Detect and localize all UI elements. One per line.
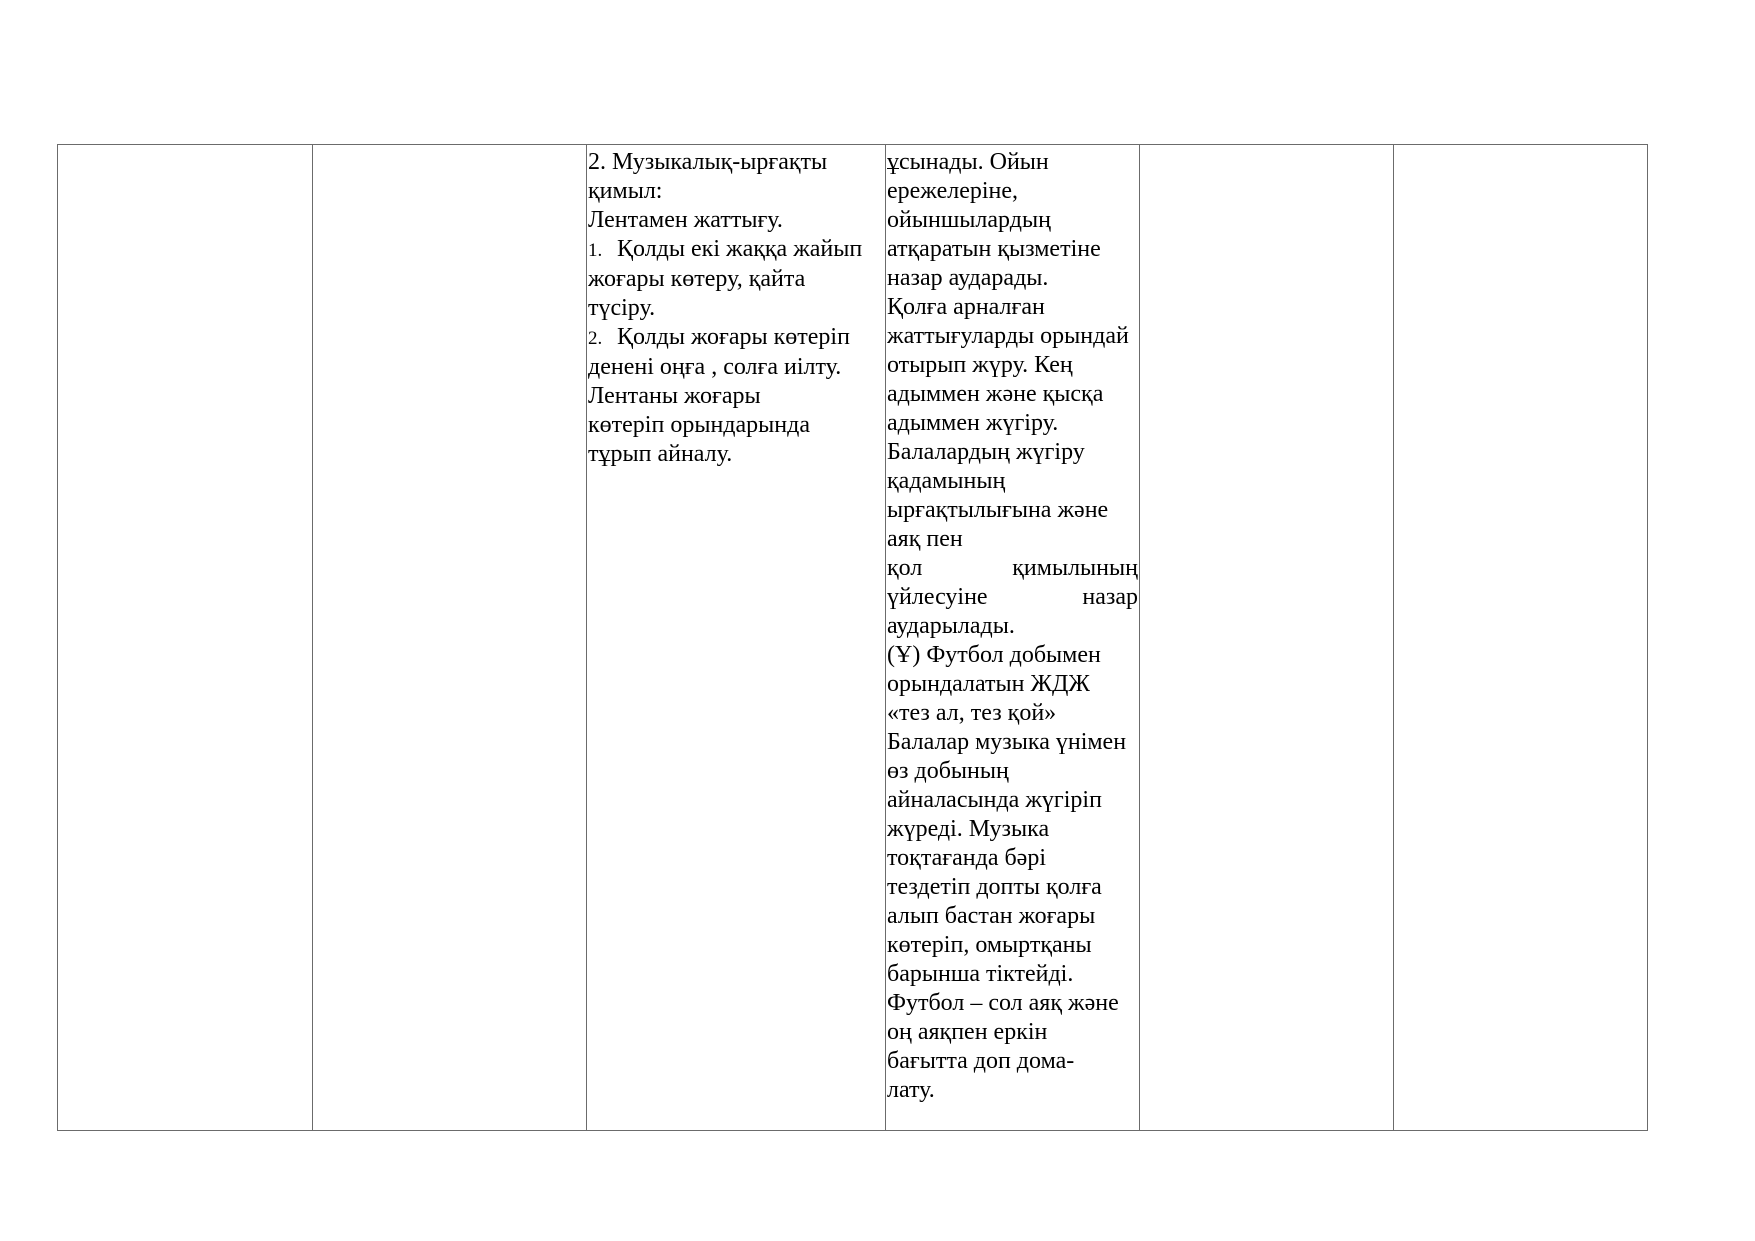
section-heading-cont: қимыл: (588, 178, 663, 204)
list-item-text: Қолды жоғары көтеріп (617, 324, 850, 350)
text-line: Қолға арналған (887, 294, 1045, 320)
text-line: тоқтағанда бәрі (887, 845, 1046, 871)
list-item (588, 323, 884, 353)
table-row (58, 145, 1648, 1131)
list-item (588, 235, 884, 265)
table-cell-empty-1 (58, 145, 313, 1131)
text-line: алып бастан жоғары (887, 903, 1096, 929)
list-item-text: денені оңға , солға иілту. (588, 354, 842, 380)
text-line: жүреді. Музыка (887, 816, 1050, 842)
table-cell-exercises (587, 145, 886, 1131)
table-cell-activity (886, 145, 1140, 1131)
text-line: аяқ пен (887, 526, 963, 552)
list-number: 1. (588, 240, 603, 261)
text-line: адыммен және қысқа (887, 381, 1104, 407)
text-line: атқаратын қызметіне (887, 236, 1101, 262)
text-line: отырып жүру. Кең (887, 352, 1073, 378)
section-heading: 2. Музыкалық-ырғақты (588, 149, 828, 175)
list-item-text: Қолды екі жаққа жайып (617, 236, 863, 262)
text-line: қадамының (887, 468, 1006, 494)
text-line: адыммен жүгіру. (887, 410, 1059, 436)
lesson-plan-table (57, 144, 1648, 1131)
text-line: ұсынады. Ойын (887, 149, 1049, 175)
text-line: көтеріп орындарында (588, 412, 810, 438)
text-line: барынша тіктейді. (887, 961, 1074, 987)
text-line: орындалатын ЖДЖ (887, 671, 1090, 697)
text-line: өз добының (887, 758, 1009, 784)
list-item-text: түсіру. (588, 295, 656, 321)
justified-text-line: қол қимылының (887, 555, 1138, 581)
text-line: тұрып айналу. (588, 441, 733, 467)
text-line: Балалардың жүгіру (887, 439, 1085, 465)
text-line: «тез ал, тез қой» (887, 700, 1057, 726)
text-line: назар аударады. (887, 265, 1049, 291)
exercises-text (587, 145, 885, 469)
text-line: айналасында жүгіріп (887, 787, 1102, 813)
text-line: ойыншылардың (887, 207, 1051, 233)
text-line: Лентаны жоғары (588, 383, 761, 409)
list-number: 2. (588, 328, 603, 349)
text-line: Балалар музыка үнімен (887, 729, 1127, 755)
text-line: аударылады. (887, 613, 1015, 639)
text-line: бағытта доп дома- (887, 1048, 1075, 1074)
text-line: лату. (887, 1077, 935, 1103)
table-cell-empty-2 (313, 145, 587, 1131)
text-line: ырғақтылығына және (887, 497, 1109, 523)
text-line: (Ұ) Футбол добымен (887, 642, 1101, 668)
text-line: жаттығуларды орындай (887, 323, 1129, 349)
exercise-subheading: Лентамен жаттығу. (588, 207, 783, 233)
text-line: ережелеріне, (887, 178, 1019, 204)
activity-text (886, 145, 1139, 1105)
table-cell-empty-6 (1394, 145, 1648, 1131)
table-cell-empty-5 (1140, 145, 1394, 1131)
text-line: Футбол – сол аяқ және (887, 990, 1119, 1016)
text-line: тездетіп допты қолға (887, 874, 1102, 900)
text-line: көтеріп, омыртқаны (887, 932, 1092, 958)
text-line: оң аяқпен еркін (887, 1019, 1048, 1045)
justified-text-line: үйлесуіне назар (887, 584, 1138, 610)
list-item-text: жоғары көтеру, қайта (588, 266, 806, 292)
